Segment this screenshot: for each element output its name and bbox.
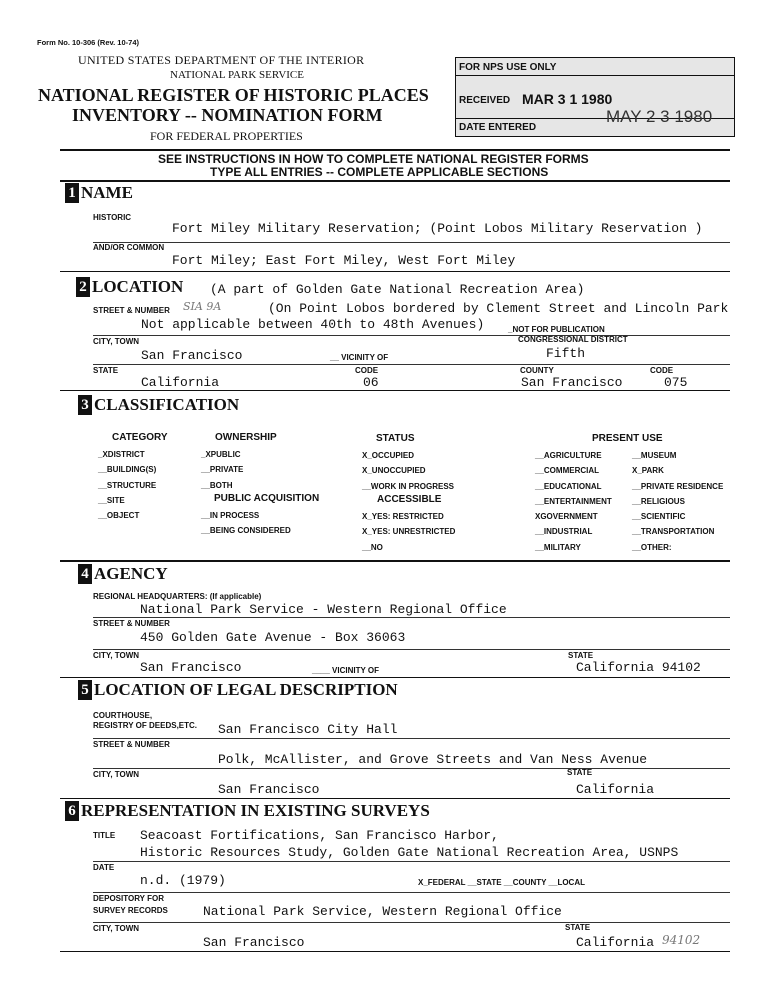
survey-records-label: SURVEY RECORDS [93, 906, 168, 915]
accessible-list [362, 509, 455, 555]
header-rule [60, 149, 730, 151]
regional-hq-label: REGIONAL HEADQUARTERS: (If applicable) [93, 592, 262, 601]
section-6-rule [60, 951, 730, 952]
section-4-rule [60, 677, 730, 678]
category-structure: __STRUCTURE [98, 480, 157, 490]
present-use-list-2 [632, 448, 723, 555]
section-3-heading [78, 395, 239, 415]
county-code-label: CODE [650, 366, 674, 375]
form-title-line1: NATIONAL REGISTER OF HISTORIC PLACES [38, 85, 429, 105]
accessible-unrestricted: X_YES: UNRESTRICTED [362, 527, 456, 537]
ownership-heading: OWNERSHIP [215, 432, 277, 443]
present-use-list-1 [535, 448, 612, 555]
accessible-heading: ACCESSIBLE [377, 494, 442, 505]
service-name: NATIONAL PARK SERVICE [170, 69, 304, 81]
category-list [98, 447, 156, 523]
status-occupied: X_OCCUPIED [362, 451, 415, 460]
location-note: (A part of Golden Gate National Recreation Area) [210, 282, 585, 297]
survey-date-label: DATE [93, 863, 115, 872]
legal-street-value: Polk, McAllister, and Grove Streets and Van Ness Avenue [218, 752, 648, 767]
congressional-label: CONGRESSIONAL DISTRICT [518, 335, 628, 344]
instructions-line1: SEE INSTRUCTIONS IN HOW TO COMPLETE NATIONAL REGISTER FORMS [158, 152, 589, 166]
use-industrial: __INDUSTRIAL [535, 527, 593, 537]
hq-rule [93, 617, 730, 618]
use-entertainment: __ENTERTAINMENT [535, 496, 612, 506]
nps-use-box [455, 57, 735, 137]
agency-city-label: CITY, TOWN [93, 651, 140, 660]
section-5-number: 5 [78, 680, 92, 700]
county-code-value: 075 [664, 375, 688, 390]
agency-state-value: California 94102 [576, 660, 701, 675]
ownership-both: __BOTH [201, 480, 233, 490]
received-stamp: MAR 3 1 1980 [522, 91, 613, 107]
state-label: STATE [93, 366, 119, 375]
street-line1: (On Point Lobos bordered by Clement Street and Lincoln Park [268, 301, 729, 316]
department-name: UNITED STATES DEPARTMENT OF THE INTERIOR [78, 53, 365, 67]
ownership-public: _XPUBLIC [201, 450, 241, 459]
category-buildings: __BUILDING(S) [98, 465, 157, 475]
depository-label: DEPOSITORY FOR [93, 894, 164, 903]
received-label: RECEIVED [459, 95, 511, 106]
acquisition-list [201, 508, 291, 539]
historic-name: Fort Miley Military Reservation; (Point Lobos Military Reservation ) [172, 221, 703, 236]
street-label: STREET & NUMBER [93, 306, 170, 315]
survey-date-value: n.d. (1979) [140, 873, 226, 888]
use-religious: __RELIGIOUS [632, 496, 685, 506]
form-number: Form No. 10-306 (Rev. 10-74) [37, 38, 139, 47]
not-for-publication: _NOT FOR PUBLICATION [508, 325, 605, 334]
agency-city-value: San Francisco [140, 660, 242, 675]
survey-city-value: San Francisco [203, 935, 305, 950]
use-other: __OTHER: [632, 542, 672, 552]
section-2-number: 2 [76, 277, 90, 297]
legal-city-value: San Francisco [218, 782, 320, 797]
form-subtitle: FOR FEDERAL PROPERTIES [150, 129, 303, 143]
section-4-heading [78, 564, 168, 584]
section-1-number: 1 [65, 183, 79, 203]
use-military: __MILITARY [535, 542, 581, 552]
use-agriculture: __AGRICULTURE [535, 451, 602, 460]
depository-rule [93, 922, 730, 923]
status-work-in-progress: __WORK IN PROGRESS [362, 481, 455, 491]
agency-vicinity-label: ____ VICINITY OF [312, 666, 379, 675]
survey-state-label: STATE [565, 923, 591, 932]
instructions-rule [60, 180, 730, 182]
courthouse-value: San Francisco City Hall [218, 722, 398, 737]
nps-box-divider [456, 75, 734, 76]
status-list [362, 448, 454, 494]
survey-title-line2: Historic Resources Study, Golden Gate National Recreation Area, USNPS [140, 845, 679, 860]
use-commercial: __COMMERCIAL [535, 466, 600, 476]
historic-rule [93, 242, 730, 243]
present-use-heading: PRESENT USE [592, 433, 663, 444]
ownership-private: __PRIVATE [201, 465, 244, 475]
common-name: Fort Miley; East Fort Miley, West Fort Miley [172, 253, 516, 268]
survey-title-label: TITLE [93, 831, 116, 840]
category-district: _XDISTRICT [98, 450, 145, 459]
legal-state-label: STATE [567, 768, 593, 777]
registry-label: REGISTRY OF DEEDS,ETC. [93, 721, 198, 730]
use-park: X_PARK [632, 466, 664, 476]
survey-date-rule [93, 892, 730, 893]
accessible-restricted: X_YES: RESTRICTED [362, 512, 444, 521]
section-2-heading [76, 277, 183, 297]
code-value: 06 [363, 375, 379, 390]
vicinity-label: __ VICINITY OF [330, 353, 389, 362]
legal-street-label: STREET & NUMBER [93, 740, 170, 749]
date-entered-label: DATE ENTERED [459, 122, 537, 133]
city-label: CITY, TOWN [93, 337, 140, 346]
section-5-rule [60, 798, 730, 799]
agency-street-rule [93, 649, 730, 650]
use-museum: __MUSEUM [632, 451, 677, 460]
use-educational: __EDUCATIONAL [535, 481, 602, 491]
section-2-title: LOCATION [92, 277, 184, 296]
agency-street-value: 450 Golden Gate Avenue - Box 36063 [140, 630, 406, 645]
use-government: XGOVERNMENT [535, 512, 598, 522]
street-handwritten: SIA 9A [183, 300, 222, 313]
regional-hq-value: National Park Service - Western Regional Office [140, 602, 507, 617]
historic-label: HISTORIC [93, 213, 132, 222]
legal-street-rule [93, 768, 730, 769]
category-heading: CATEGORY [112, 432, 168, 443]
status-heading: STATUS [376, 433, 415, 444]
accessible-no: __NO [362, 542, 383, 552]
survey-title-line1: Seacoast Fortifications, San Francisco Harbor, [140, 828, 499, 843]
survey-state-value: California [576, 935, 655, 950]
county-label: COUNTY [520, 366, 554, 375]
survey-levels: X_FEDERAL __STATE __COUNTY __LOCAL [418, 878, 585, 887]
agency-street-label: STREET & NUMBER [93, 619, 170, 628]
use-transportation: __TRANSPORTATION [632, 527, 715, 537]
section-6-heading [65, 801, 430, 821]
section-3-title: CLASSIFICATION [94, 395, 240, 414]
status-unoccupied: X_UNOCCUPIED [362, 466, 426, 476]
common-label: AND/OR COMMON [93, 243, 165, 252]
legal-state-value: California [576, 782, 655, 797]
section-5-title: LOCATION OF LEGAL DESCRIPTION [94, 680, 398, 699]
section-1-title: NAME [81, 183, 133, 202]
category-site: __SITE [98, 495, 125, 505]
acquisition-being-considered: __BEING CONSIDERED [201, 526, 291, 536]
section-1-heading [65, 183, 133, 203]
section-6-title: REPRESENTATION IN EXISTING SURVEYS [81, 801, 430, 820]
city-value: San Francisco [141, 348, 243, 363]
courthouse-rule [93, 738, 730, 739]
nps-box-heading: FOR NPS USE ONLY [459, 62, 557, 73]
acquisition-in-process: __IN PROCESS [201, 511, 260, 520]
survey-city-label: CITY, TOWN [93, 924, 140, 933]
section-4-title: AGENCY [94, 564, 168, 583]
use-private-residence: __PRIVATE RESIDENCE [632, 481, 724, 491]
survey-state-handwritten: 94102 [662, 933, 701, 947]
section-4-number: 4 [78, 564, 92, 584]
category-object: __OBJECT [98, 511, 140, 521]
survey-title-rule [93, 861, 730, 862]
date-entered-stamp: MAY 2 3 1980 [606, 107, 713, 126]
street-line2: Not applicable between 40th to 48th Avenues) [141, 317, 485, 332]
section-3-number: 3 [78, 395, 92, 415]
form-title-line2: INVENTORY -- NOMINATION FORM [72, 105, 383, 125]
congressional-value: Fifth [546, 346, 586, 361]
city-rule [93, 364, 730, 365]
county-value: San Francisco [521, 375, 623, 390]
street-rule [93, 335, 730, 336]
instructions-line2: TYPE ALL ENTRIES -- COMPLETE APPLICABLE SECTIONS [210, 165, 549, 179]
ownership-list [201, 447, 243, 493]
section-6-number: 6 [65, 801, 79, 821]
agency-state-label: STATE [568, 651, 594, 660]
section-3-rule [60, 560, 730, 562]
legal-city-label: CITY, TOWN [93, 770, 140, 779]
state-value: California [141, 375, 220, 390]
courthouse-label: COURTHOUSE, [93, 711, 153, 720]
depository-value: National Park Service, Western Regional Office [203, 904, 562, 919]
code-label: CODE [355, 366, 379, 375]
section-2-rule [60, 390, 730, 391]
acquisition-heading: PUBLIC ACQUISITION [214, 493, 320, 504]
section-1-rule [60, 271, 730, 272]
section-5-heading [78, 680, 398, 700]
use-scientific: __SCIENTIFIC [632, 512, 686, 522]
